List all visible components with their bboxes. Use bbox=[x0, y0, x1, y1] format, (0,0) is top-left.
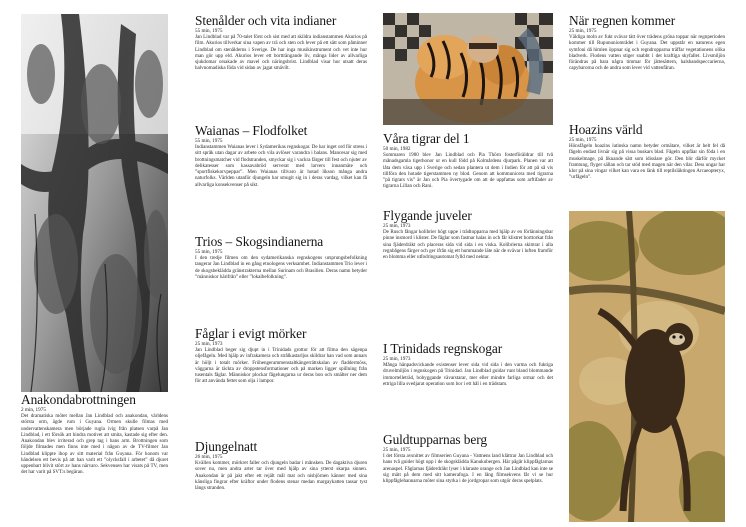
article-djungelnatt bbox=[195, 440, 367, 491]
article-trios bbox=[195, 235, 367, 280]
article-body: I den tredje filmen om den sydamerikanska regnskogens ursprungsbefolkning tangerar Jan Lindblad in en gång etnologens verksamhet. Indianstammen Trio lever i de skogsbeklädda gränstrakterna mellan Surinam och Brasilien. Deras namn betyder ”människor härifrån” eller ”lokalbefolkning”. bbox=[195, 255, 367, 280]
article-title: Flygande juveler bbox=[383, 208, 472, 223]
article-title: I Trinidads regnskogar bbox=[383, 341, 503, 356]
article-guldtupparnas bbox=[383, 433, 553, 484]
article-meta: 55 min, 1975 bbox=[195, 138, 223, 144]
article-title: När regnen kommer bbox=[569, 13, 676, 28]
article-body: Jan Lindblad beger sig djupt in i Trinidads grottor för att filma den sägenpa oljefågeln. Med hjälp av infrakamera och strålkastarljus skildrar han vad som annars är höljt i totalt mörker. Fröhengerammenstaltkängerrättskalan av fladdermöss, väggarna är täckta av droppstensformationer och på marken ligger spillning från tusentals fåglar. Människor plockar fågelungarna ur deras bon och smälter ner dem för att använda fettet som olja i lampor. bbox=[195, 347, 367, 385]
article-meta: 55 min, 1975 bbox=[195, 249, 223, 255]
article-trinidads bbox=[383, 342, 553, 387]
article-waianas bbox=[195, 124, 367, 188]
article-meta: 25 min, 1975 bbox=[569, 28, 597, 34]
article-title: Fåglar i evigt mörker bbox=[195, 326, 307, 341]
tiger-photo-graphic bbox=[383, 13, 553, 125]
jungle-photo bbox=[21, 14, 168, 392]
article-meta: 55 min, 1975 bbox=[195, 28, 223, 34]
article-body: Många hänpadsvickande existenser lever sida vid sida i den varma och fuktiga druvelmiljön i regnskogen på Trinidad. Jan Lindblad guidar runt bland blommande immortelleträd, bobyggande vävarstarar, mer eller mindre farliga ormar och det ettriga lilla svedjarat operation som bor i ett hål i en trädstam. bbox=[383, 362, 553, 387]
article-meta: 50 min, 1982 bbox=[383, 146, 411, 152]
tiger-photo bbox=[383, 13, 553, 125]
article-faglar bbox=[195, 327, 367, 385]
article-meta: 25 min, 1973 bbox=[195, 341, 223, 347]
article-body: Indianstammen Waianas lever i Sydamerikas regnskogar. De har inget ord för stress i sitt språk utan dagar av arbete och vila avlöser varandra i balans. Mancesar sig med brottningsmatcher vid flodstranden, smyckar sig i vackra färger till fest och njuter av delikatesser som kassavabröd serverat med larvers innanmäte och ”sportfiskekorvpeppar”. Men Waianas tillvaro är hotad likson många andra naturfolks. Världen utanför djungeln har smugit sig in i deras vardag, vilket kan få allvarliga konsekvenser på sikt. bbox=[195, 144, 367, 188]
article-body: I det första avsnittet av filmserien Guyana - Vattnens land klättrar Jan Lindblad och hans två guider högt upp i de skogsklädda Kanukubergen. Här pågår klippfåglarnas arenaspel. Fåglarnas fjäderdräkt lyser i klaraste orange och Jan Lindblad kan inte se sig mätt på dem med sitt kamerafoga. I en lång filmsekvens får vi se hur klippfåglehannarna möter sina styrka i de jordgropar som utgör deras spelplats. bbox=[383, 453, 553, 484]
article-title: Waianas – Flodfolket bbox=[195, 123, 308, 138]
article-hoazins bbox=[569, 123, 725, 181]
jungle-photo-graphic bbox=[21, 14, 168, 392]
article-body: Sommaren 1980 blev Jan Lindblad och Pia Thörn fosterföräldrar till två månadsgamla tigerhonor ur en kull född på Kolmårdens djurpark. Planen var att låta dem växa upp i Sverige och sedan plantera ut dem i Indien för att på så vis tillföra den hotade tigerstammen ny blod. Genom att kommunicera med tigrarna ”på tigrars vis” är Jan och Pia övertygade om att de uppfattas som arftifader av tigrarna Lillan och Rani. bbox=[383, 152, 553, 190]
article-meta: 26 min, 1975 bbox=[195, 454, 223, 460]
article-title: Våra tigrar del 1 bbox=[383, 131, 470, 146]
article-title: Anakondabrottningen bbox=[21, 392, 136, 407]
article-juveler bbox=[383, 209, 553, 260]
article-anakonda bbox=[21, 393, 168, 476]
article-body: De Rusch fångar kolibrier högt uppe i trädtopparna med hjälp av en förlänningsbar pinne insmord i klister. De fåglar som fastnar halas in och får klistret borttorkat från sina fjäderdräkt och placeras sida vid sida i en viska. Kolibrierna skimrar i alla regnbågens färger och ger ifrån sig ett hummande läte när de svävar i luften framför en blomma eller utfodringsautomat fylld med nektar. bbox=[383, 229, 553, 260]
article-body: Kvällen kommer, mörkret faller och djungeln badar i månsken. De dagaktiva djuren sover nu, men andra arter tar över med hjälp av sina ytterst skarpa sinnen. Anakondan är på jakt efter ett rejält mål mat och nisbjörnen känner med sina känsliga fingrar efter kräftor under flodens stenar medan margaykatten tassar tyst längs stranden. bbox=[195, 460, 367, 491]
article-regnen bbox=[569, 14, 725, 72]
article-stenalder bbox=[195, 14, 367, 72]
article-body: Väldiga moln av fukt svävar tätt över trädens gröna toppar när regnperioden kommer till Rupununiområdet i Guyana. Det uppstår en naturens egen symfoni då himlen öppnar sig och regndropparna träffar vegetationens olika bladverk. Flodens vatten stiger snabbt i det kraftiga skyfallet. Livsmiljön förändras på bara några timmar för jättesättern, halsbandspeccarierna, capybarorna och de andra som lever vid vattenfåran. bbox=[569, 34, 725, 72]
article-title: Djungelnatt bbox=[195, 439, 258, 454]
article-body: Det dramatiska mötet mellan Jan Lindblad och anakondan, världens största orm, ägde rum i Guyana. Ormen skulle filmas med undervattenskamera men började rugla ivig från platsen varpå Jan Lindblad, i ett försök att hindra motivet att smita, kastade sig efter den. Anakondan blev irriterad och grep tag i hans arm. Brottningen som följde filmades men finns inte med i någon av de TV-filmer Jan Lindblad klippte ihop av sitt material från Guyana. För honom var händelsen ett bevis på att han varit ett ”olycksfall i arbetet” då djuret uppenbart blivit stört av hans närvaro. Sekvensen har visats på TV, men det har varit på SVT:s begäran. bbox=[21, 413, 168, 476]
sloth-photo-graphic bbox=[569, 211, 725, 522]
article-title: Stenålder och vita indianer bbox=[195, 13, 337, 28]
article-body: Jan Lindblad var på 70-talet först och sist med att skildra indianstammen Akurios på film. Akurios tillverkar sina vapen av trä och sten och lever på ett sätt som påminner Lindblad om stenålderns i Sverige. De har inga musikinstrument och vet inte hur man gör upp eld. Akurios lever ett bortträngande liv, många lider av allvarliga sjukdomar orsakade av mavel och näringsbrist. Lindblad visar hur utsatt deras halvnomadiska föda vid sidan av jagat smävilt. bbox=[195, 34, 367, 72]
article-meta: 2 min, 1975 bbox=[21, 407, 46, 413]
sloth-photo bbox=[569, 211, 725, 522]
article-meta: 25 min, 1975 bbox=[383, 447, 411, 453]
article-body: Hönsfågeln hoazins latinska namn betyder ormätare, vilket är helt fel då fågeln endast livnär sig på vissa buskars blad. Fågeln uppfåar sin föda i en muskelmage, på liknande sätt som idisslare gör. Den blir därför mycket framtung, flyger sällan och tar stöd med magen när den vilar. Dess ungar har klor på sina vingar vilket kan vara en länk till reptilsläktingen Arcaeopteryx, ”urfågeln”. bbox=[569, 143, 725, 181]
article-title: Trios – Skogsindianerna bbox=[195, 234, 324, 249]
article-title: Guldtupparnas berg bbox=[383, 432, 487, 447]
article-meta: 25 min, 1973 bbox=[383, 356, 411, 362]
article-tigrar bbox=[383, 132, 553, 190]
article-meta: 25 min, 1973 bbox=[383, 223, 411, 229]
article-meta: 25 min, 1975 bbox=[569, 137, 597, 143]
article-title: Hoazins värld bbox=[569, 122, 643, 137]
